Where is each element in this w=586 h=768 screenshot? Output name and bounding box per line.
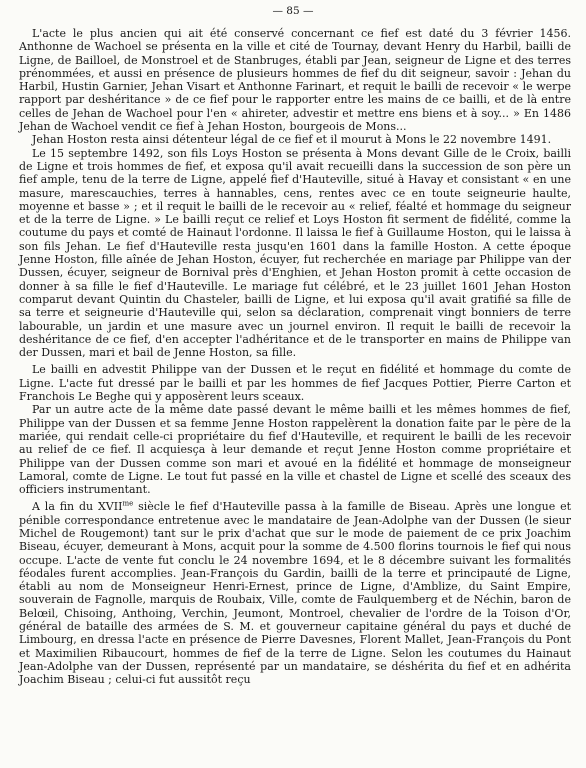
paragraph-6-start: A la fin du XVII (32, 500, 123, 514)
century-superscript: me (122, 499, 134, 508)
paragraph-5: Par un autre acte de la même date passé devant le même bailli et les mêmes hommes de fief, Philippe van der Dussen et sa femme Jenne Hoston rappelèrent la donation faite par le père de la mariée, qui rendait celle-ci propriétaire du fief d'Hauteville, et requirent le bailli de les recevoir au relief de ce fief. Il acquiesça à leur demande et reçut Jenne Hoston comme propriétaire et Philippe van der Dussen comme son mari et avoué en la fidélité et hommage de monseigneur Lamoral, comte de Ligne. Le tout fut passé en la ville et chastel de Ligne et scellé des sceaux des officiers instrumentant. (19, 403, 571, 497)
page-number: — 85 — (272, 5, 314, 17)
paragraph-6 (19, 500, 571, 686)
paragraph-1: L'acte le plus ancien qui ait été conservé concernant ce fief est daté du 3 février 1456. Anthonne de Wachoel se présenta en la ville et cité de Tournay, devant Henry du Harbil, bailli de Ligne, de Bailloel, de Monstroel et de Stanbruges, établi par Jean, seigneur de Ligne et des terres prénommées, et aussi en présence de plusieurs hommes de fief du dit seigneur, savoir : Jehan du Harbil, Hustin Garnier, Jehan Visart et Anthonne Farinart, et requit le bailli de recevoir « le werpe rapport par deshéritance » de ce fief pour le rapporter entre les mains de ce bailli, et de là entre celles de Jehan de Wachoel pour l'en « ahireter, advestir et mettre ens biens et à soy... » En 1486 Jehan de Wachoel vendit ce fief à Jehan Hoston, bourgeois de Mons... (19, 27, 571, 134)
body-text (19, 27, 571, 687)
paragraph-2: Jehan Hoston resta ainsi détenteur légal de ce fief et il mourut à Mons le 22 novembre 1491. (32, 133, 552, 147)
paragraph-6-rest: siècle le fief d'Hauteville passa à la famille de Biseau. Après une longue et pénible correspondance entretenue avec le mandataire de Jean-Adolphe van der Dussen (le sieur Michel de Rougemont) tant sur le prix d'achat que sur le mode de paiement de ce prix Joachim Biseau, écuyer, demeurant à Mons, acquit pour la somme de 4.500 florins tournois le fief qui nous occupe. L'acte de vente fut conclu le 24 novembre 1694, et le 8 décembre suivant les formalités féodales furent accomplies. Jean-François du Gardin, bailli de la terre et principauté de Ligne, établi au nom de Monseigneur Henri-Ernest, prince de Ligne, d'Amblize, du Saint Empire, souverain de Fagnolle, marquis de Roubaix, Ville, comte de Faulquemberg et de Néchin, baron de Belœil, Chisoing, Anthoing, Verchin, Jeumont, Montroel, chevalier de l'ordre de la Toison d'Or, général de bataille des armées de S. M. et gouverneur capitaine général du pays et duché de Limbourg, en dressa l'acte en présence de Pierre Davesnes, Florent Mallet, Jean-François du Pont et Maximilien Ribaucourt, hommes de fief de la terre de Ligne. Selon les coutumes du Hainaut Jean-Adolphe van der Dussen, représenté par un mandataire, se déshérita du fief et en adhérita Joachim Biseau ; celui-ci fut aussitôt reçu (19, 500, 571, 687)
paragraph-3: Le 15 septembre 1492, son fils Loys Hoston se présenta à Mons devant Gille de le Croix, bailli de Ligne et trois hommes de fief, et exposa qu'il avait recueilli dans la succession de son père un fief ample, tenu de la terre de Ligne, appelé fief d'Hauteville, situé à Havay et consistant « en une masure, marescauchies, terres à hannables, cens, rentes avec ce en toute seigneurie haulte, moyenne et basse » ; et il requit le bailli de le recevoir au « relief, féalté et hommage du seigneur et de la terre de Ligne. » Le bailli reçut ce relief et Loys Hoston fit serment de fidélité, comme la coutume du pays et comté de Hainaut l'ordonne. Il laissa le fief à Guillaume Hoston, qui le laissa à son fils Jehan. Le fief d'Hauteville resta jusqu'en 1601 dans la famille Hoston. A cette époque Jenne Hoston, fille aînée de Jehan Hoston, écuyer, fut recherchée en mariage par Philippe van der Dussen, écuyer, seigneur de Bornival près d'Enghien, et Jehan Hoston promit à cette occasion de donner à sa fille le fief d'Hauteville. Le mariage fut célébré, et le 23 juillet 1601 Jehan Hoston comparut devant Quintin du Chasteler, bailli de Ligne, et lui exposa qu'il avait gratifié sa fille de sa terre et seigneurie d'Hauteville qui, selon sa déclaration, comprenait vingt bonniers de terre labourable, un jardin et une masure avec un journel environ. Il requit le bailli de recevoir la deshéritance de ce fief, d'en accepter l'adhéritance et de le transporter en mains de Philippe van der Dussen, mari et bail de Jenne Hoston, sa fille. (19, 146, 571, 360)
paragraph-4: Le bailli en advestit Philippe van der Dussen et le reçut en fidélité et hommage du comte de Ligne. L'acte fut dressé par le bailli et par les hommes de fief Jacques Pottier, Pierre Carton et Franchois Le Beghe qui y apposèrent leurs sceaux. (19, 363, 571, 404)
